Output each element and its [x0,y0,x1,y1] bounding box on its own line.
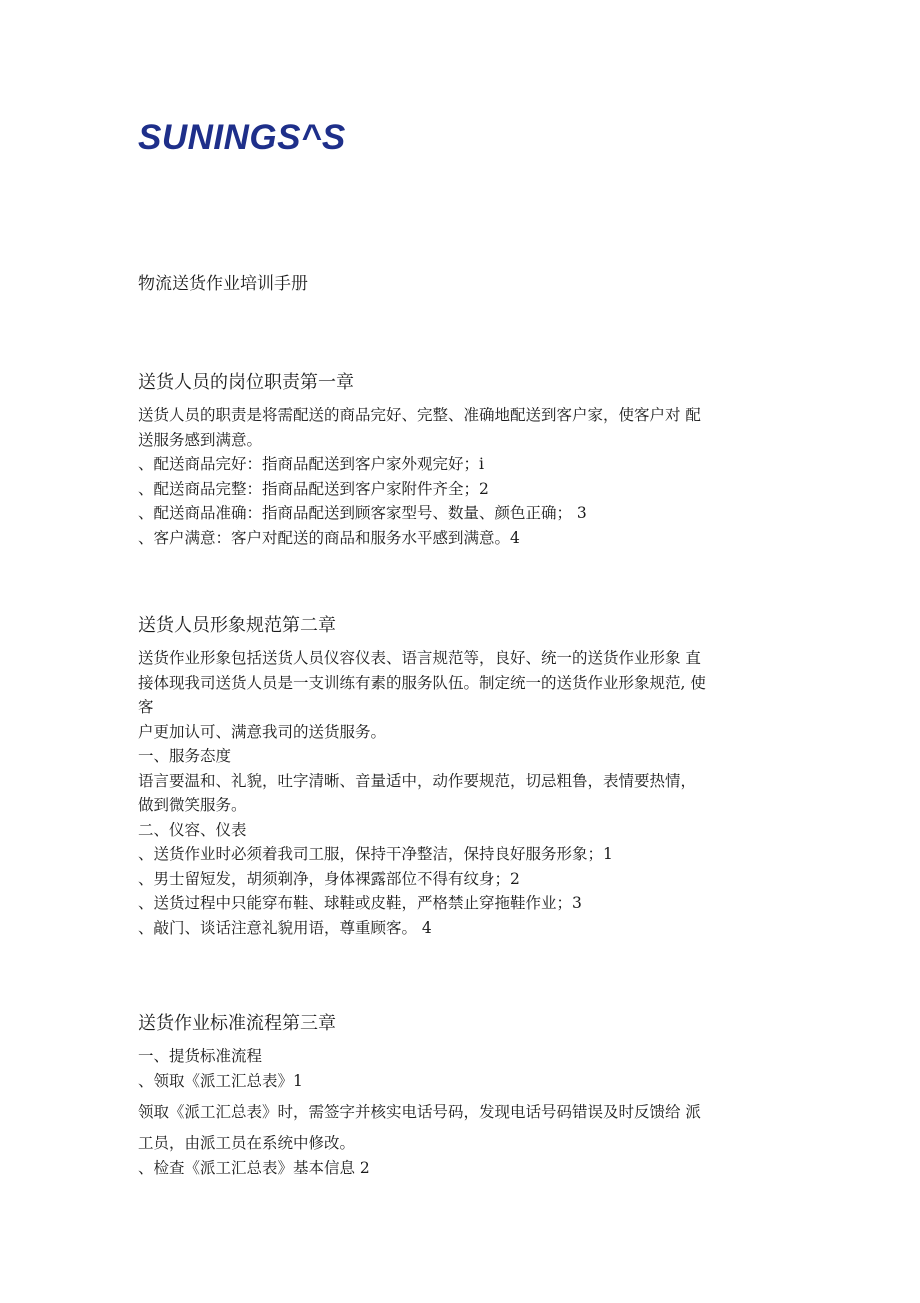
paragraph-line: 接体现我司送货人员是一支训练有素的服务队伍。制定统一的送货作业形象规范, 使 [138,673,706,692]
list-item: 、配送商品完好：指商品配送到客户家外观完好；i [138,455,484,473]
company-logo: SUNINGS^S [138,118,346,157]
manual-title: 物流送货作业培训手册 [138,274,308,294]
paragraph-line: 做到微笑服务。 [138,796,247,814]
list-item: 、领取《派工汇总表》1 [138,1071,303,1090]
chapter-title: 送货人员形象规范第二章 [138,615,336,636]
paragraph-line: 送货作业形象包括送货人员仪容仪表、语言规范等，良好、统一的送货作业形象 直 [138,649,701,667]
list-item: 、客户满意：客户对配送的商品和服务水平感到满意。4 [138,528,520,547]
paragraph-line: 客 [138,698,154,716]
chapter-title: 送货作业标准流程第三章 [138,1013,336,1034]
chapter-1 [138,369,788,550]
list-item: 、送货作业时必须着我司工服，保持干净整洁，保持良好服务形象；1 [138,845,613,863]
section-heading: 一、提货标准流程 [138,1047,263,1065]
paragraph-line: 领取《派工汇总表》时，需签字并核实电话号码，发现电话号码错误及时反馈给 派 [138,1103,701,1121]
paragraph-line: 工员，由派工员在系统中修改。 [138,1134,356,1152]
list-item: 、敲门、谈话注意礼貌用语，尊重顾客。 4 [138,918,432,937]
chapter-3 [138,1010,788,1180]
paragraph-line: 户更加认可、满意我司的送货服务。 [138,722,387,741]
chapter-2 [138,612,788,940]
paragraph-line: 送服务感到满意。 [138,430,263,449]
list-item: 、男士留短发，胡须剃净，身体裸露部位不得有纹身；2 [138,869,520,888]
list-item: 、配送商品准确：指商品配送到顾客家型号、数量、颜色正确； 3 [138,504,587,522]
section-heading: 二、仪容、仪表 [138,820,247,839]
section-heading: 一、服务态度 [138,747,232,765]
list-item: 、送货过程中只能穿布鞋、球鞋或皮鞋，严格禁止穿拖鞋作业；3 [138,894,582,912]
chapter-title: 送货人员的岗位职责第一章 [138,372,354,393]
paragraph-line: 语言要温和、礼貌，吐字清晰、音量适中，动作要规范，切忌粗鲁，表情要热情， [138,771,697,790]
list-item: 、配送商品完整：指商品配送到客户家附件齐全；2 [138,479,489,498]
paragraph-line: 送货人员的职责是将需配送的商品完好、完整、准确地配送到客户家，使客户对 配 [138,406,701,424]
list-item: 、检查《派工汇总表》基本信息 2 [138,1158,370,1177]
